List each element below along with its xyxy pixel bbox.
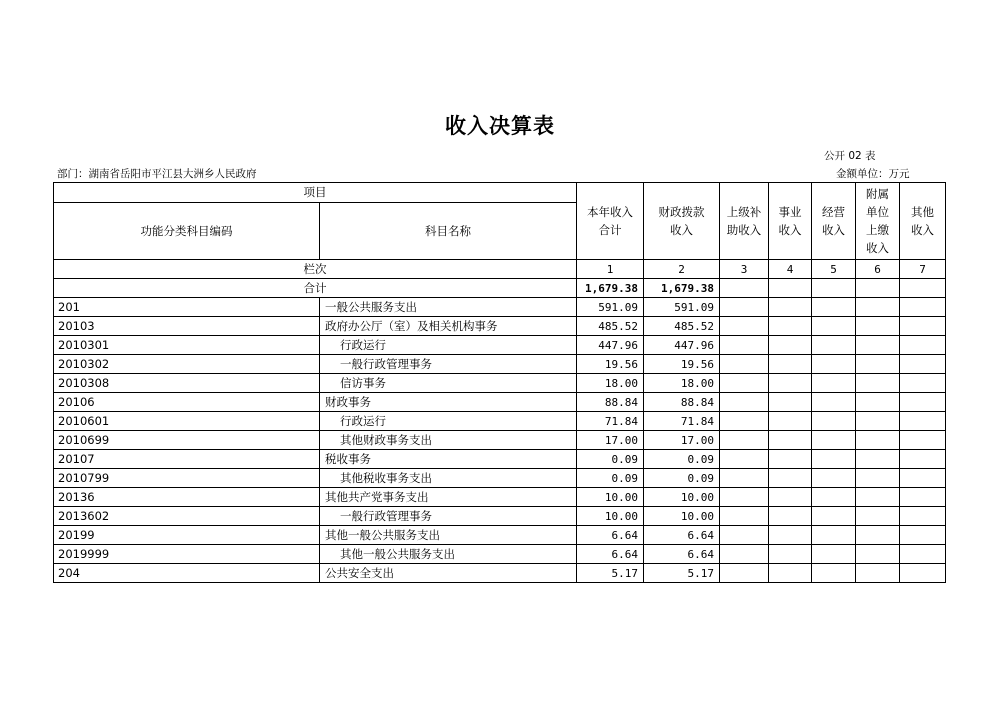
form-number: 公开 02 表: [824, 150, 876, 162]
row-code: 2013602: [54, 507, 320, 526]
row-name: 信访事务: [320, 374, 577, 393]
row-name: 一般公共服务支出: [320, 298, 577, 317]
row-code: 20199: [54, 526, 320, 545]
row-col7: [900, 507, 946, 526]
row-code: 2010699: [54, 431, 320, 450]
row-col1: 88.84: [577, 393, 644, 412]
row-col6: [856, 488, 900, 507]
table-body: [54, 298, 946, 583]
row-col1: 591.09: [577, 298, 644, 317]
index-cell: 6: [856, 260, 900, 279]
row-col4: [769, 564, 812, 583]
row-col3: [720, 336, 769, 355]
row-col3: [720, 564, 769, 583]
row-col7: [900, 431, 946, 450]
row-col2: 6.64: [644, 526, 720, 545]
row-name: 公共安全支出: [320, 564, 577, 583]
row-col3: [720, 545, 769, 564]
table-row: [54, 545, 946, 564]
row-col7: [900, 355, 946, 374]
row-code: 201: [54, 298, 320, 317]
row-col1: 6.64: [577, 545, 644, 564]
row-col2: 10.00: [644, 488, 720, 507]
total-col1: 1,679.38: [577, 279, 644, 298]
header-fiscal-appropriation: 财政拨款 收入: [644, 183, 720, 260]
row-col6: [856, 526, 900, 545]
row-col2: 485.52: [644, 317, 720, 336]
row-col4: [769, 298, 812, 317]
unit-label: 金额单位：万元: [836, 168, 910, 180]
index-label: 栏次: [54, 260, 577, 279]
row-col5: [812, 564, 856, 583]
row-col4: [769, 355, 812, 374]
table-row: [54, 564, 946, 583]
row-col5: [812, 488, 856, 507]
total-col3: [720, 279, 769, 298]
total-row: [54, 279, 946, 298]
total-label: 合计: [54, 279, 577, 298]
table-row: [54, 412, 946, 431]
header-item: 项目: [54, 183, 577, 203]
row-code: 20103: [54, 317, 320, 336]
row-name: 其他税收事务支出: [320, 469, 577, 488]
row-code: 2010302: [54, 355, 320, 374]
header-code: 功能分类科目编码: [54, 203, 320, 260]
row-col3: [720, 488, 769, 507]
row-col2: 0.09: [644, 469, 720, 488]
header-operating-income: 经营 收入: [812, 183, 856, 260]
total-col6: [856, 279, 900, 298]
row-col7: [900, 545, 946, 564]
row-col4: [769, 317, 812, 336]
row-col6: [856, 393, 900, 412]
row-col6: [856, 336, 900, 355]
header-name: 科目名称: [320, 203, 577, 260]
row-col4: [769, 374, 812, 393]
row-code: 2010799: [54, 469, 320, 488]
header-business-income: 事业 收入: [769, 183, 812, 260]
index-row: [54, 260, 946, 279]
row-col2: 0.09: [644, 450, 720, 469]
row-col1: 10.00: [577, 507, 644, 526]
department-label: 部门：湖南省岳阳市平江县大洲乡人民政府: [57, 168, 257, 180]
row-col6: [856, 507, 900, 526]
row-col7: [900, 564, 946, 583]
row-col7: [900, 450, 946, 469]
row-col4: [769, 393, 812, 412]
row-name: 一般行政管理事务: [320, 507, 577, 526]
row-col5: [812, 431, 856, 450]
row-name: 其他一般公共服务支出: [320, 526, 577, 545]
row-col6: [856, 298, 900, 317]
row-col2: 447.96: [644, 336, 720, 355]
index-cell: 5: [812, 260, 856, 279]
row-col1: 0.09: [577, 469, 644, 488]
row-col4: [769, 450, 812, 469]
row-col7: [900, 526, 946, 545]
row-col7: [900, 298, 946, 317]
row-col7: [900, 393, 946, 412]
income-statement-table: [53, 182, 946, 583]
table-row: [54, 507, 946, 526]
row-col3: [720, 355, 769, 374]
table-row: [54, 469, 946, 488]
row-code: 2010301: [54, 336, 320, 355]
row-code: 20107: [54, 450, 320, 469]
row-col7: [900, 412, 946, 431]
row-name: 其他财政事务支出: [320, 431, 577, 450]
row-col1: 17.00: [577, 431, 644, 450]
total-col2: 1,679.38: [644, 279, 720, 298]
total-col7: [900, 279, 946, 298]
row-col4: [769, 412, 812, 431]
row-col4: [769, 488, 812, 507]
header-affiliated-income: 附属 单位 上缴 收入: [856, 183, 900, 260]
row-col6: [856, 431, 900, 450]
row-col1: 5.17: [577, 564, 644, 583]
row-col1: 71.84: [577, 412, 644, 431]
header-superior-subsidy: 上级补 助收入: [720, 183, 769, 260]
row-col1: 485.52: [577, 317, 644, 336]
row-col5: [812, 412, 856, 431]
index-cell: 1: [577, 260, 644, 279]
row-col6: [856, 450, 900, 469]
table-row: [54, 488, 946, 507]
header-other-income: 其他 收入: [900, 183, 946, 260]
row-col1: 19.56: [577, 355, 644, 374]
table-row: [54, 450, 946, 469]
index-cell: 3: [720, 260, 769, 279]
table-row: [54, 298, 946, 317]
row-col2: 17.00: [644, 431, 720, 450]
row-col3: [720, 431, 769, 450]
row-col5: [812, 374, 856, 393]
row-col3: [720, 298, 769, 317]
row-col2: 71.84: [644, 412, 720, 431]
row-col4: [769, 507, 812, 526]
row-col1: 10.00: [577, 488, 644, 507]
index-cell: 2: [644, 260, 720, 279]
table-row: [54, 317, 946, 336]
row-name: 财政事务: [320, 393, 577, 412]
row-col3: [720, 469, 769, 488]
row-col4: [769, 431, 812, 450]
row-col6: [856, 412, 900, 431]
row-col6: [856, 317, 900, 336]
row-code: 20136: [54, 488, 320, 507]
row-col2: 19.56: [644, 355, 720, 374]
row-col6: [856, 564, 900, 583]
row-col3: [720, 526, 769, 545]
table-row: [54, 393, 946, 412]
index-cell: 7: [900, 260, 946, 279]
row-col1: 18.00: [577, 374, 644, 393]
row-code: 2010308: [54, 374, 320, 393]
row-code: 2019999: [54, 545, 320, 564]
table-row: [54, 355, 946, 374]
total-col5: [812, 279, 856, 298]
total-col4: [769, 279, 812, 298]
row-code: 20106: [54, 393, 320, 412]
row-col6: [856, 545, 900, 564]
row-col1: 0.09: [577, 450, 644, 469]
row-col4: [769, 469, 812, 488]
row-col5: [812, 355, 856, 374]
row-col5: [812, 336, 856, 355]
row-col4: [769, 336, 812, 355]
row-name: 其他一般公共服务支出: [320, 545, 577, 564]
row-col7: [900, 374, 946, 393]
header-total-income: 本年收入 合计: [577, 183, 644, 260]
row-col5: [812, 298, 856, 317]
table-row: [54, 431, 946, 450]
row-col4: [769, 545, 812, 564]
row-col5: [812, 507, 856, 526]
row-col3: [720, 507, 769, 526]
table-row: [54, 374, 946, 393]
row-col7: [900, 469, 946, 488]
row-name: 税收事务: [320, 450, 577, 469]
row-col2: 591.09: [644, 298, 720, 317]
row-col5: [812, 545, 856, 564]
report-title: 收入决算表: [445, 114, 555, 138]
row-col5: [812, 469, 856, 488]
row-name: 行政运行: [320, 412, 577, 431]
row-name: 行政运行: [320, 336, 577, 355]
row-name: 政府办公厅（室）及相关机构事务: [320, 317, 577, 336]
row-name: 其他共产党事务支出: [320, 488, 577, 507]
row-code: 2010601: [54, 412, 320, 431]
row-col3: [720, 317, 769, 336]
row-col6: [856, 374, 900, 393]
row-col1: 6.64: [577, 526, 644, 545]
row-col5: [812, 450, 856, 469]
row-col2: 88.84: [644, 393, 720, 412]
row-col2: 5.17: [644, 564, 720, 583]
row-col7: [900, 336, 946, 355]
row-col2: 18.00: [644, 374, 720, 393]
row-col2: 6.64: [644, 545, 720, 564]
row-name: 一般行政管理事务: [320, 355, 577, 374]
index-cell: 4: [769, 260, 812, 279]
row-col5: [812, 317, 856, 336]
row-col3: [720, 374, 769, 393]
row-col3: [720, 393, 769, 412]
table-row: [54, 336, 946, 355]
row-col4: [769, 526, 812, 545]
row-col7: [900, 488, 946, 507]
table-row: [54, 526, 946, 545]
row-col5: [812, 526, 856, 545]
row-col3: [720, 412, 769, 431]
row-col7: [900, 317, 946, 336]
row-col2: 10.00: [644, 507, 720, 526]
row-col6: [856, 469, 900, 488]
row-col6: [856, 355, 900, 374]
row-col1: 447.96: [577, 336, 644, 355]
row-col3: [720, 450, 769, 469]
row-col5: [812, 393, 856, 412]
row-code: 204: [54, 564, 320, 583]
